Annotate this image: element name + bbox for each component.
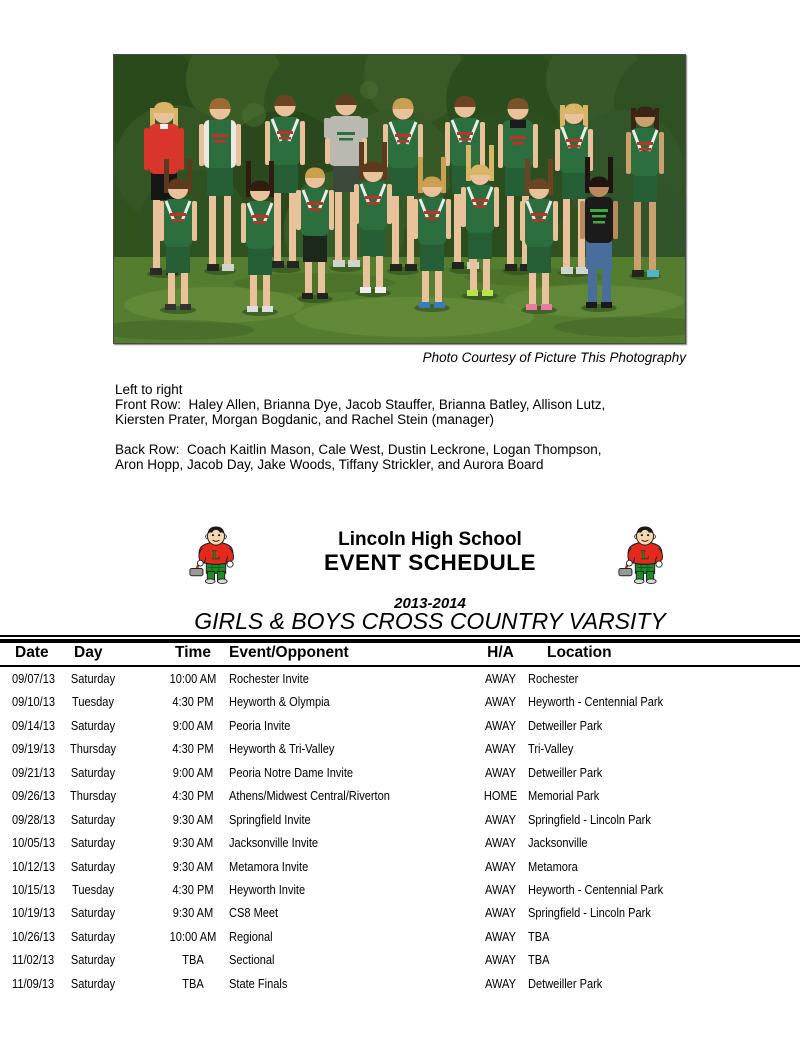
cell-location: Jacksonville: [528, 835, 588, 851]
cell-day: Thursday: [69, 741, 117, 757]
roster-line: [115, 427, 605, 442]
cell-day: Saturday: [70, 717, 116, 733]
column-header-day: Day: [74, 644, 103, 661]
table-row: [0, 808, 800, 831]
cell-event: Heyworth & Olympia: [229, 694, 330, 710]
table-row: [0, 761, 800, 784]
cell-location: Memorial Park: [528, 788, 600, 804]
column-header-time: Time: [175, 644, 211, 661]
cell-location: Tri-Valley: [528, 741, 574, 757]
cell-day: Saturday: [70, 928, 116, 944]
cell-event: CS8 Meet: [229, 905, 279, 921]
cell-event: Jacksonville Invite: [229, 835, 319, 851]
cell-day: Saturday: [70, 671, 116, 686]
cell-date: 10/05/13: [12, 835, 56, 851]
roster-line: Front Row: Haley Allen, Brianna Dye, Jacob Stauffer, Brianna Batley, Allison Lutz,: [115, 397, 606, 412]
table-row: [0, 972, 800, 995]
cell-location: Heyworth - Centennial Park: [528, 881, 664, 897]
cell-event: Heyworth & Tri-Valley: [229, 741, 335, 757]
cell-time: 9:30 AM: [172, 811, 214, 827]
cell-day: Saturday: [70, 835, 116, 851]
cell-day: Saturday: [70, 905, 116, 921]
column-header-location: Location: [547, 644, 612, 661]
table-row: [0, 714, 800, 737]
cell-time: 4:30 PM: [172, 741, 214, 757]
cell-date: 09/28/13: [12, 811, 56, 827]
page-title: EVENT SCHEDULE: [323, 550, 537, 575]
cell-time: 9:00 AM: [172, 764, 214, 780]
cell-location: Springfield - Lincoln Park: [528, 905, 651, 921]
cell-date: 10/12/13: [12, 858, 56, 874]
table-top-thick-rule: [0, 639, 800, 643]
cell-ha: AWAY: [485, 741, 516, 757]
cell-time: 9:30 AM: [172, 905, 214, 921]
cell-ha: AWAY: [485, 975, 516, 991]
cell-date: 09/10/13: [12, 694, 56, 710]
cell-date: 09/14/13: [12, 717, 56, 733]
schedule-header-row: [0, 644, 800, 664]
roster-block: [115, 382, 605, 472]
cell-location: Metamora: [528, 858, 578, 874]
cell-event: Metamora Invite: [229, 858, 309, 874]
table-row: [0, 831, 800, 854]
table-row: [0, 855, 800, 878]
cell-location: Detweiller Park: [528, 717, 603, 733]
cell-event: Rochester Invite: [229, 671, 309, 686]
cell-event: Peoria Notre Dame Invite: [229, 764, 354, 780]
table-row: [0, 948, 800, 971]
cell-date: 10/19/13: [12, 905, 56, 921]
cell-day: Saturday: [70, 952, 116, 968]
cell-location: TBA: [528, 952, 550, 968]
cell-date: 09/21/13: [12, 764, 56, 780]
cell-location: Springfield - Lincoln Park: [528, 811, 651, 827]
cell-ha: HOME: [483, 788, 518, 804]
cell-ha: AWAY: [485, 928, 516, 944]
team-photo-illustration: [114, 55, 685, 343]
cell-day: Tuesday: [72, 881, 114, 897]
cell-time: 9:00 AM: [172, 717, 214, 733]
cell-time: 10:00 AM: [169, 671, 217, 686]
cell-ha: AWAY: [485, 905, 516, 921]
cell-event: Peoria Invite: [229, 717, 291, 733]
cell-event: Regional: [229, 928, 273, 944]
cell-date: 09/19/13: [12, 741, 56, 757]
table-row: [0, 878, 800, 901]
cell-event: Springfield Invite: [229, 811, 311, 827]
cell-location: Detweiller Park: [528, 975, 603, 991]
roster-line: Aron Hopp, Jacob Day, Jake Woods, Tiffany Strickler, and Aurora Board: [115, 457, 544, 472]
cell-time: 10:00 AM: [169, 928, 217, 944]
cell-time: TBA: [182, 952, 204, 968]
cell-ha: AWAY: [485, 835, 516, 851]
cell-event: Heyworth Invite: [229, 881, 306, 897]
cell-location: Detweiller Park: [528, 764, 603, 780]
column-header-date: Date: [15, 644, 49, 661]
cell-date: 10/26/13: [12, 928, 56, 944]
cell-day: Saturday: [70, 764, 116, 780]
cell-date: 11/09/13: [12, 975, 55, 991]
cell-ha: AWAY: [485, 952, 516, 968]
cell-time: 4:30 PM: [172, 788, 214, 804]
cell-day: Tuesday: [72, 694, 114, 710]
cell-day: Saturday: [70, 858, 116, 874]
roster-line: Kiersten Prater, Morgan Bogdanic, and Rachel Stein (manager): [115, 412, 494, 427]
cell-ha: AWAY: [485, 694, 516, 710]
table-row: [0, 925, 800, 948]
cell-date: 09/07/13: [12, 671, 56, 686]
sport-subtitle: GIRLS & BOYS CROSS COUNTRY VARSITY: [194, 608, 666, 634]
team-photo: [113, 54, 686, 344]
cell-ha: AWAY: [485, 858, 516, 874]
schedule-body: [0, 667, 800, 995]
cell-ha: AWAY: [485, 881, 516, 897]
cell-ha: AWAY: [485, 717, 516, 733]
season-label: 2013-2014: [394, 595, 466, 612]
table-row: [0, 690, 800, 713]
cell-ha: AWAY: [485, 811, 516, 827]
cell-date: 09/26/13: [12, 788, 56, 804]
table-top-thin-rule: [0, 635, 800, 637]
table-row: [0, 667, 800, 690]
cell-event: State Finals: [229, 975, 288, 991]
cell-date: 10/15/13: [12, 881, 56, 897]
cell-ha: AWAY: [485, 671, 516, 686]
cell-ha: AWAY: [485, 764, 516, 780]
table-row: [0, 784, 800, 807]
cell-event: Athens/Midwest Central/Riverton: [229, 788, 390, 804]
cell-time: TBA: [182, 975, 204, 991]
table-row: [0, 737, 800, 760]
cell-time: 9:30 AM: [172, 858, 214, 874]
cell-time: 9:30 AM: [172, 835, 214, 851]
cell-location: Heyworth - Centennial Park: [528, 694, 664, 710]
column-header-ha: H/A: [487, 644, 514, 661]
cell-day: Thursday: [69, 788, 117, 804]
school-name: Lincoln High School: [338, 529, 522, 550]
column-header-event: Event/Opponent: [229, 644, 349, 661]
cell-event: Sectional: [229, 952, 275, 968]
roster-line: Back Row: Coach Kaitlin Mason, Cale West, Dustin Leckrone, Logan Thompson,: [115, 442, 602, 457]
photo-credit: Photo Courtesy of Picture This Photography: [422, 350, 686, 365]
cell-time: 4:30 PM: [172, 881, 214, 897]
cell-location: TBA: [528, 928, 550, 944]
cell-day: Saturday: [70, 975, 116, 991]
cell-location: Rochester: [528, 671, 579, 686]
cell-day: Saturday: [70, 811, 116, 827]
roster-line: Left to right: [115, 382, 183, 397]
cell-time: 4:30 PM: [172, 694, 214, 710]
table-row: [0, 901, 800, 924]
cell-date: 11/02/13: [12, 952, 55, 968]
